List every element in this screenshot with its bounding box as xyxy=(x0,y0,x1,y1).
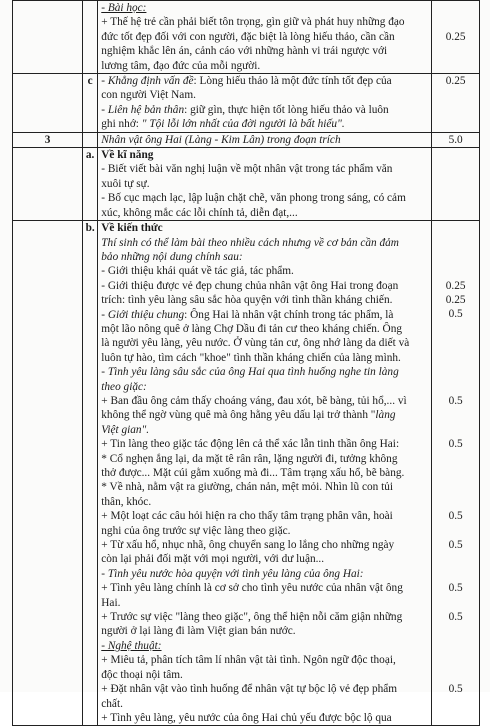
content-cell xyxy=(98,74,432,133)
score-value xyxy=(432,351,479,365)
score-value xyxy=(432,117,479,131)
score-value: 0.5 xyxy=(448,509,463,522)
score-value xyxy=(432,44,479,58)
score-value xyxy=(432,15,479,29)
score-value: 5.0 xyxy=(448,133,463,146)
question-number-cell xyxy=(13,132,83,147)
score-cell xyxy=(432,74,480,133)
content-line: lương tâm, đạo đức của mỗi người. xyxy=(101,59,261,72)
score-value: 0.5 xyxy=(448,682,463,695)
content-lead: - Khẳng định vấn đề xyxy=(101,75,194,88)
score-value: 0.25 xyxy=(445,279,466,292)
score-value: 0.5 xyxy=(448,581,463,594)
content-line: luôn tự hào, tìm cách "khoe" tình thần kháng chiến của làng mình. xyxy=(101,351,401,364)
content-rest: : Lòng hiếu thảo là một đức tính tốt đẹp của xyxy=(193,75,392,88)
score-value xyxy=(432,653,479,667)
score-cell xyxy=(432,132,480,147)
score-value xyxy=(432,235,479,249)
content-line: - Giới thiệu khái quát về tác giả, tác phẩm. xyxy=(101,265,294,278)
content-rest: : giữ gìn, thực hiện tốt lòng hiếu thảo và luôn xyxy=(184,103,389,116)
score-value: 0.25 xyxy=(445,30,466,43)
question-number-cell xyxy=(13,221,83,726)
content-line: + Một loạt các câu hỏi hiện ra cho thấy tâm trạng phân vân, hoài xyxy=(101,510,393,523)
score-value xyxy=(432,566,479,580)
content-line: - Biết viết bài văn nghị luận về một nhân vật trong tác phẩm văn xyxy=(101,163,393,176)
score-value xyxy=(432,103,479,117)
content-lead: không thể ngờ vùng quê mà ông hằng yêu dấu lại trở thành " xyxy=(101,409,376,422)
content-cell xyxy=(98,1,432,74)
content-line: * Về nhà, nằm vật ra giường, chán nản, mệt mỏi. Nhìn lũ con tủi xyxy=(101,481,394,494)
content-line: nghiệm khắc lên án, cảnh cáo với những hành vi trái ngược với xyxy=(101,45,388,58)
content-line xyxy=(101,408,428,422)
score-value: 0.5 xyxy=(448,437,463,450)
score-value xyxy=(432,191,479,205)
content-line: Hai. xyxy=(101,596,121,609)
score-value xyxy=(432,88,479,102)
table-row xyxy=(13,132,480,147)
content-line: Việt gian". xyxy=(101,423,150,436)
score-value xyxy=(432,423,479,437)
table-row xyxy=(13,148,480,221)
content-rest: làng xyxy=(375,409,396,422)
content-cell xyxy=(98,221,432,726)
sub-question-cell xyxy=(83,148,98,221)
score-value xyxy=(432,466,479,480)
content-line: + Tình yêu làng, yêu nước của ông Hai chủ yếu được bộc lộ qua xyxy=(101,711,392,724)
sub-question-label: b. xyxy=(85,222,95,235)
score-value xyxy=(432,408,479,422)
question-number-cell xyxy=(13,1,83,74)
score-value: 0.5 xyxy=(448,308,463,321)
score-value xyxy=(432,710,479,724)
content-line xyxy=(101,74,428,88)
answer-key-table xyxy=(12,0,480,726)
score-value xyxy=(432,696,479,710)
sub-question-cell xyxy=(83,74,98,133)
sub-question-label: a. xyxy=(85,149,95,162)
score-value: 0.5 xyxy=(448,610,463,623)
score-value xyxy=(432,523,479,537)
content-line: đức tốt đẹp đối với con người, đặc biệt là lòng hiếu thảo, cần cần xyxy=(101,30,395,43)
score-cell xyxy=(432,221,480,726)
content-line: theo giặc: xyxy=(101,380,147,393)
content-cell xyxy=(98,132,432,147)
score-value xyxy=(432,162,479,176)
score-value xyxy=(432,624,479,638)
content-line: + Ban đầu ông cảm thấy choáng váng, đau xót, bẽ bàng, tủi hổ,... vì xyxy=(101,394,407,407)
content-line: + Thế hệ trẻ cần phải biết tôn trọng, gìn giữ và phát huy những đạo xyxy=(101,16,405,29)
score-value: 0.5 xyxy=(448,394,463,407)
content-line: Thí sinh có thể làm bài theo nhiều cách nhưng về cơ bản cần đảm xyxy=(101,236,399,249)
content-line: thở được... Mặt cúi gằm xuống mà đi... Tâm trạng xấu hổ, bẽ bàng. xyxy=(101,467,405,479)
content-line: là người yêu làng, yêu nước. Ở vùng tản cư, ông nhớ làng da diết và xyxy=(101,337,410,350)
content-line: - Bài học: xyxy=(101,2,147,14)
sub-question-label: c xyxy=(87,75,93,88)
content-line xyxy=(101,103,428,117)
score-value: 0.5 xyxy=(448,538,463,551)
content-lead: - Liên hệ bản thân xyxy=(101,103,185,116)
score-value xyxy=(432,667,479,681)
content-line xyxy=(101,308,428,322)
content-line: độc thoại nội tâm. xyxy=(101,668,183,681)
content-line: + Trước sự việc "làng theo giặc", ông thể hiện nỗi căm giận những xyxy=(101,611,403,624)
content-line: Về kĩ năng xyxy=(101,149,154,162)
score-value xyxy=(432,177,479,191)
content-line: người ở lại làng đi làm Việt gian bán nước. xyxy=(101,625,296,638)
content-line: - Nghệ thuật: xyxy=(101,639,162,652)
score-value xyxy=(432,221,479,235)
score-value xyxy=(432,638,479,652)
content-lead: ghi nhớ: xyxy=(101,118,142,131)
score-value xyxy=(432,264,479,278)
content-line xyxy=(101,117,428,131)
table-row xyxy=(13,74,480,133)
score-value xyxy=(432,59,479,73)
score-value xyxy=(432,206,479,220)
score-cell xyxy=(432,148,480,221)
score-value xyxy=(432,365,479,379)
question-number-cell xyxy=(13,74,83,133)
content-line: nghi của ông trước sự việc làng theo giặc. xyxy=(101,524,291,537)
content-line: + Tin làng theo giặc tác động lên cả thể xác lẫn tinh thần ông Hai: xyxy=(101,438,400,451)
content-line: xúc, không mắc các lỗi chính tả, diễn đạt,... xyxy=(101,206,298,219)
table-row xyxy=(13,221,480,726)
content-line: + Miêu tả, phân tích tâm lí nhân vật tài tình. Ngôn ngữ độc thoại, xyxy=(101,654,396,667)
content-line: - Tình yêu làng sâu sắc của ông Hai qua tình huống nghe tin làng xyxy=(101,366,399,379)
content-line: chất. xyxy=(101,697,123,710)
score-value xyxy=(432,379,479,393)
score-value xyxy=(432,250,479,264)
score-value xyxy=(432,480,479,494)
table-row xyxy=(13,1,480,74)
score-value xyxy=(432,595,479,609)
content-line: - Bố cục mạch lạc, lập luận chặt chẽ, văn phong trong sáng, có cảm xyxy=(101,192,406,205)
content-cell xyxy=(98,148,432,221)
content-line: Về kiến thức xyxy=(101,222,163,235)
score-value xyxy=(432,451,479,465)
content-line: một lão nông quê ở làng Chợ Dầu đi tản cư theo kháng chiến. Ông xyxy=(101,322,403,335)
content-line: + Từ xấu hổ, nhục nhã, ông chuyển sang lo lắng cho những ngày xyxy=(101,539,395,552)
score-value xyxy=(432,336,479,350)
sub-question-cell xyxy=(83,221,98,726)
content-line: - Giới thiệu được vẻ đẹp chung chủa nhân vật ông Hai trong đoạn xyxy=(101,279,399,292)
content-lead: - Giới thiệu chung xyxy=(101,308,185,321)
question-number: 3 xyxy=(44,133,51,146)
content-line: còn lại phải đối mặt với mọi người, với dư luận... xyxy=(101,553,325,566)
content-line: con người Việt Nam. xyxy=(101,89,196,102)
content-line: Nhân vật ông Hai (Làng - Kim Lân) trong đoạn trích xyxy=(101,133,341,146)
content-line: - Tình yêu nước hòa quyện với tình yêu làng của ông Hai: xyxy=(101,567,364,580)
sub-question-cell xyxy=(83,132,98,147)
sub-question-cell xyxy=(83,1,98,74)
content-line: + Đặt nhân vật vào tình huống để nhân vật tự bộc lộ vẻ đẹp phẩm xyxy=(101,683,398,696)
content-line: * Cổ nghẹn ắng lại, da mặt tê rân rân, lặng người đi, tưởng không xyxy=(101,452,398,465)
content-rest: " Tội lỗi lớn nhất của đời người là bất hiếu". xyxy=(141,118,345,131)
score-value xyxy=(432,495,479,509)
content-line: bảo những nội dung chính sau: xyxy=(101,250,243,263)
content-rest: : Ông Hai là nhân vật chính trong tác phẩm, là xyxy=(184,308,394,321)
score-value xyxy=(432,148,479,162)
question-number-cell xyxy=(13,148,83,221)
score-value: 0.25 xyxy=(445,75,466,88)
content-line: trích: tình yêu làng sâu sắc hòa quyện với tình thần kháng chiến. xyxy=(101,294,393,307)
score-value: 0.25 xyxy=(445,294,466,307)
content-line: + Tình yêu làng chính là cơ sở cho tình yêu nước của nhân vật ông xyxy=(101,582,403,595)
answer-key-rows xyxy=(13,1,480,726)
content-line: thân, khóc. xyxy=(101,495,152,508)
score-value xyxy=(432,552,479,566)
content-line: xuôi tự sự. xyxy=(101,177,150,190)
score-value xyxy=(432,1,479,15)
score-value xyxy=(432,322,479,336)
score-cell xyxy=(432,1,480,74)
